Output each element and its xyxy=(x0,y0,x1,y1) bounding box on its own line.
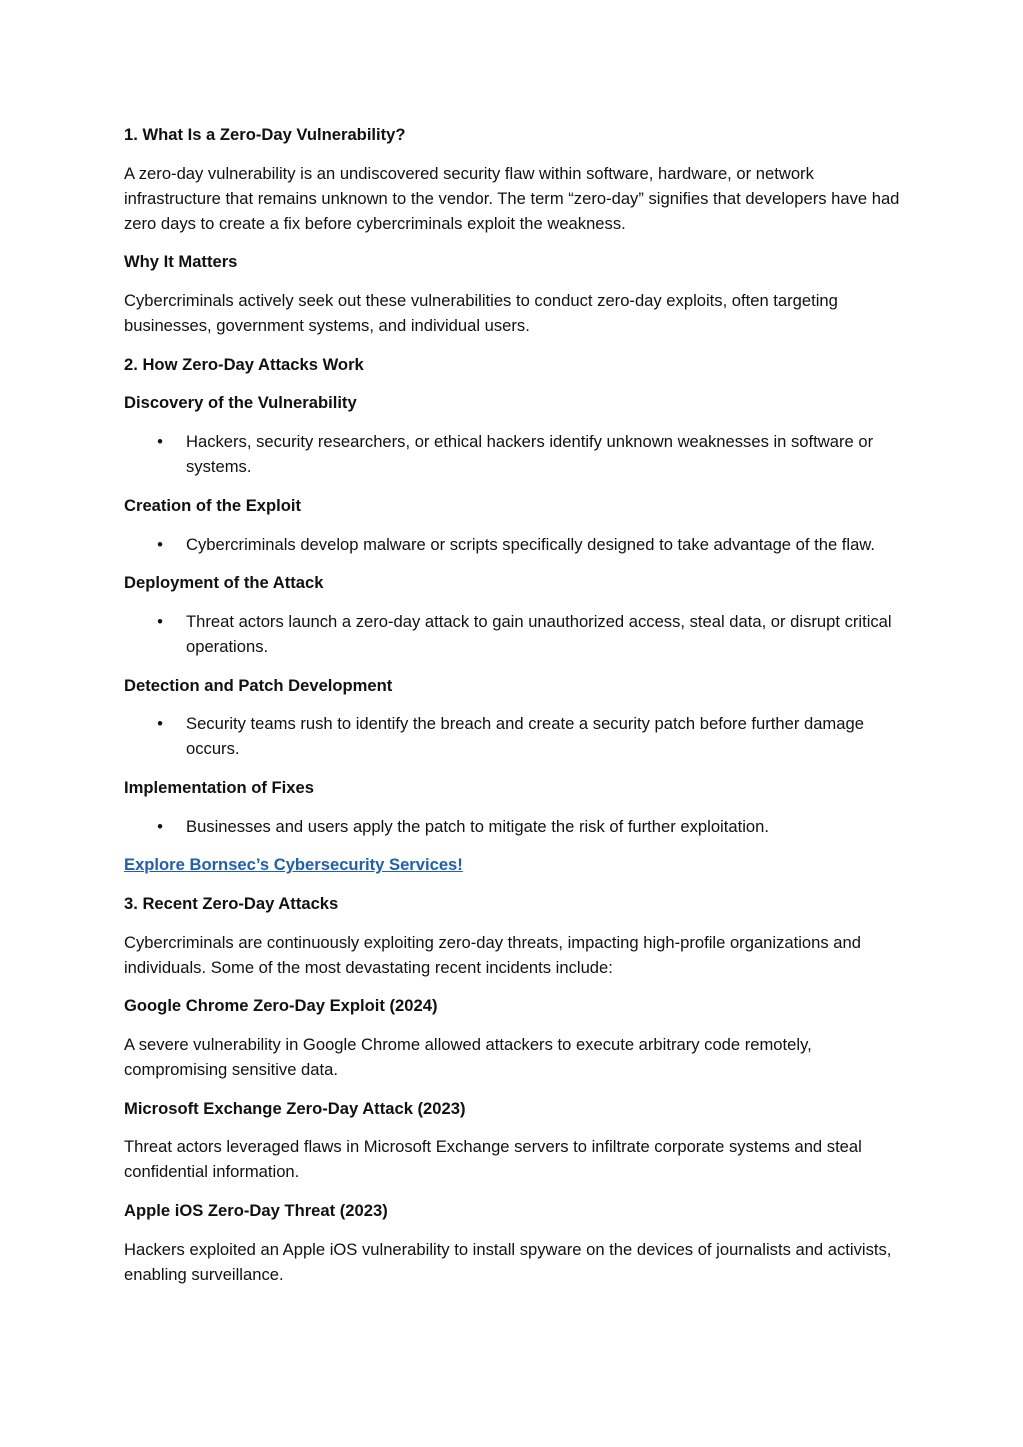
list-item-discovery xyxy=(124,429,904,479)
section-heading-recent-attacks: 3. Recent Zero-Day Attacks xyxy=(124,894,339,913)
list-item-text: Security teams rush to identify the breach and create a security patch before further damage occurs. xyxy=(186,714,864,759)
paragraph-recent-attacks-intro: Cybercriminals are continuously exploiting zero-day threats, impacting high-profile organizations and individuals. Some of the most devastating recent incidents include: xyxy=(124,932,861,977)
paragraph-ios-threat: Hackers exploited an Apple iOS vulnerability to install spyware on the devices of journalists and activists, enabling surveillance. xyxy=(124,1239,892,1284)
subheading-chrome-exploit: Google Chrome Zero-Day Exploit (2024) xyxy=(124,996,438,1016)
explore-services-link[interactable]: Explore Bornsec’s Cybersecurity Services! xyxy=(124,855,463,875)
subheading-exchange-attack: Microsoft Exchange Zero-Day Attack (2023) xyxy=(124,1098,466,1118)
subheading-deployment: Deployment of the Attack xyxy=(124,573,324,593)
paragraph-chrome-exploit: A severe vulnerability in Google Chrome allowed attackers to execute arbitrary code remotely, compromising sensitive data. xyxy=(124,1035,812,1080)
list-item-creation xyxy=(124,532,904,557)
subheading-ios-threat: Apple iOS Zero-Day Threat (2023) xyxy=(124,1201,388,1221)
subheading-discovery: Discovery of the Vulnerability xyxy=(124,393,357,413)
paragraph-why-it-matters: Cybercriminals actively seek out these vulnerabilities to conduct zero-day exploits, often targeting businesses, government systems, and individual users. xyxy=(124,291,838,336)
list-item-text: Cybercriminals develop malware or scripts specifically designed to take advantage of the flaw. xyxy=(186,534,875,554)
section-heading-how-attacks-work: 2. How Zero-Day Attacks Work xyxy=(124,354,364,374)
list-item-text: Businesses and users apply the patch to mitigate the risk of further exploitation. xyxy=(186,816,769,836)
bullet-icon: • xyxy=(157,432,163,452)
bullet-icon: • xyxy=(157,611,163,631)
paragraph-zero-day-definition: A zero-day vulnerability is an undiscovered security flaw within software, hardware, or network infrastructure that remains unknown to the vendor. The term “zero-day” signifies that developers have had zero days to create a fix before cybercriminals exploit the weakness. xyxy=(124,163,900,233)
subheading-implementation: Implementation of Fixes xyxy=(124,777,314,797)
subheading-creation: Creation of the Exploit xyxy=(124,495,302,515)
list-item-detection xyxy=(124,711,904,761)
subheading-why-it-matters: Why It Matters xyxy=(124,252,238,272)
list-item-deployment xyxy=(124,609,904,659)
list-item-text: Hackers, security researchers, or ethical hackers identify unknown weaknesses in software or systems. xyxy=(186,432,874,477)
section-heading-what-is-zero-day: 1. What Is a Zero-Day Vulnerability? xyxy=(124,125,406,144)
bullet-icon: • xyxy=(157,534,163,554)
bullet-icon: • xyxy=(157,714,163,734)
bullet-icon: • xyxy=(157,816,163,836)
subheading-detection: Detection and Patch Development xyxy=(124,675,393,695)
paragraph-exchange-attack: Threat actors leveraged flaws in Microsoft Exchange servers to infiltrate corporate systems and steal confidential information. xyxy=(124,1137,862,1182)
list-item-text: Threat actors launch a zero-day attack to gain unauthorized access, steal data, or disrupt critical operations. xyxy=(186,611,892,656)
list-item-implementation xyxy=(124,814,904,839)
document-page xyxy=(124,122,904,1301)
